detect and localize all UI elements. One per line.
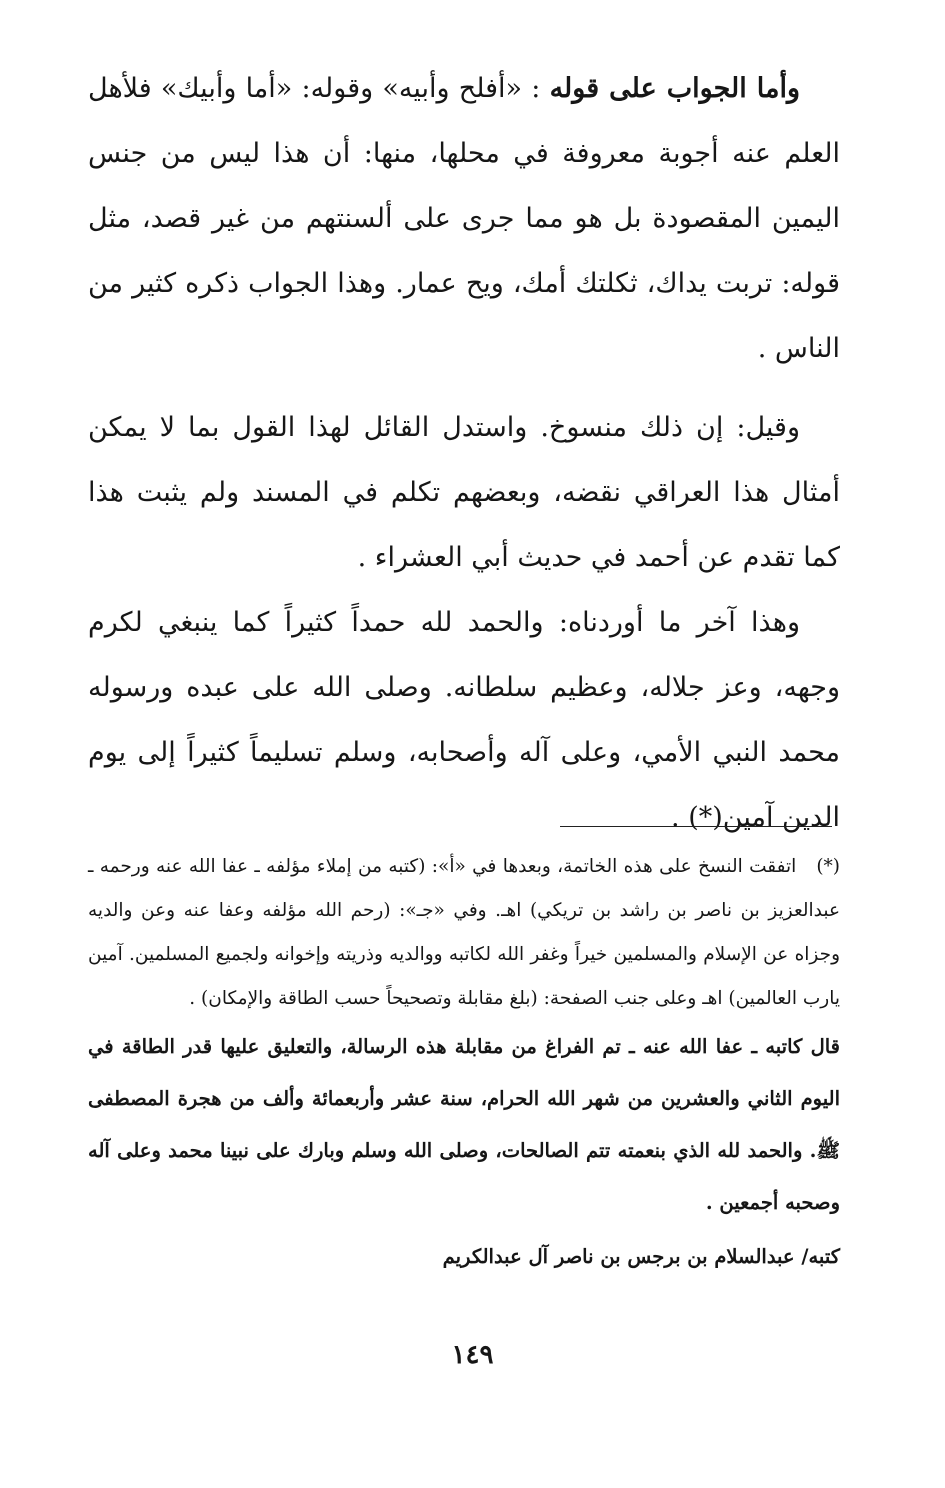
main-text <box>88 56 840 850</box>
footnotes <box>88 845 840 1285</box>
paragraph-3: وهذا آخر ما أوردناه: والحمد لله حمداً كثيراً كما ينبغي لكرم وجهه، وعز جلاله، وعظيم سلطانه. وصلى الله على عبده ورسوله محمد النبي الأمي، وعلى آله وأصحابه، وسلم تسليماً كثيراً إلى يوم الدين آمين(*) . <box>88 607 840 833</box>
footnote-marker: (*) <box>816 856 840 877</box>
footnote-bold-note: قال كاتبه ـ عفا الله عنه ـ تم الفراغ من مقابلة هذه الرسالة، والتعليق عليها قدر الطاقة في اليوم الثاني والعشرين من شهر الله الحرام، سنة عشر وأربعمائة وألف من هجرة المصطفى ﷺ. والحمد لله الذي بنعمته تتم الصالحات، وصلى الله وسلم وبارك على نبينا محمد وعلى آله وصحبه أجمعين . <box>88 1035 840 1214</box>
paragraph-1-text: : «أفلح وأبيه» وقوله: «أما وأبيك» فلأهل العلم عنه أجوبة معروفة في محلها، منها: أن هذا ليس من جنس اليمين المقصودة بل هو مما جرى على ألسنتهم من غير قصد، مثل قوله: تربت يداك، ثكلتك أمك، ويح عمار. وهذا الجواب ذكره كثير من الناس . <box>88 73 840 364</box>
footnote-separator <box>560 826 832 827</box>
footnote-text: اتفقت النسخ على هذه الخاتمة، وبعدها في «أ»: (كتبه من إملاء مؤلفه ـ عفا الله عنه ورحمه ـ عبدالعزيز بن ناصر بن راشد بن تريكي) اهـ. وفي «جـ»: (رحم الله مؤلفه وعفا عنه وعن والديه وجزاه عن الإسلام والمسلمين خيراً وغفر الله لكاتبه ووالديه وذريته وإخوانه ولجميع المسلمين. آمين يارب العالمين) اهـ وعلى جنب الصفحة: (بلغ مقابلة وتصحيحاً حسب الطاقة والإمكان) . <box>88 856 840 1009</box>
paragraph-2: وقيل: إن ذلك منسوخ. واستدل القائل لهذا القول بما لا يمكن أمثال هذا العراقي نقضه، وبعضهم تكلم في المسند ولم يثبت هذا كما تقدم عن أحمد في حديث أبي العشراء . <box>88 412 840 573</box>
footnote-signature: كتبه/ عبدالسلام بن برجس بن ناصر آل عبدالكريم <box>442 1245 840 1268</box>
paragraph-1 <box>88 56 840 381</box>
paragraph-1-lead: وأما الجواب على قوله <box>549 73 800 104</box>
page-number: ١٤٩ <box>451 1340 494 1370</box>
footnote-1 <box>88 845 840 1021</box>
